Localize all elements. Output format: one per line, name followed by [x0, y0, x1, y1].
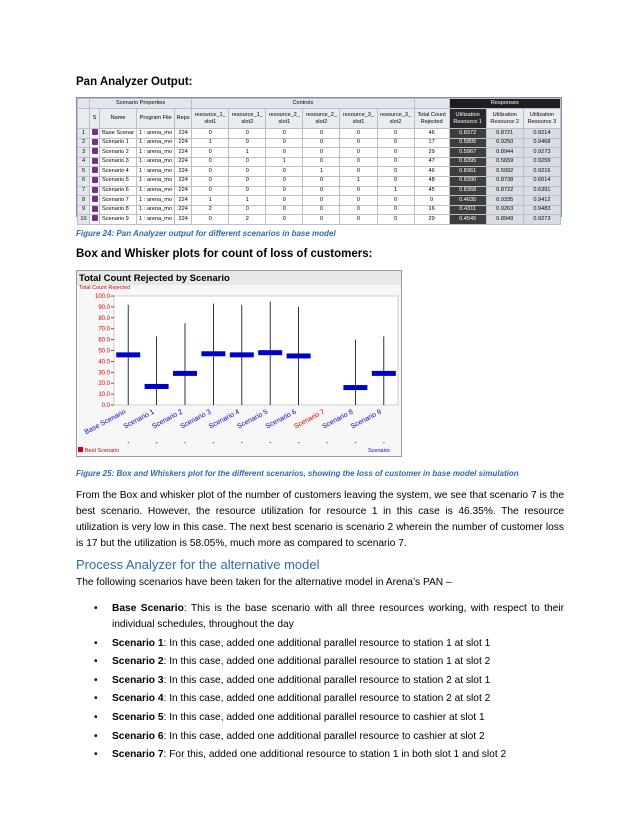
box-mark	[230, 352, 254, 357]
table-cell[interactable]: 224	[175, 205, 192, 215]
y-tick-label: 60.0	[98, 337, 110, 344]
table-cell[interactable]: 1	[229, 196, 266, 206]
x-tick-label: Scenario 1	[122, 408, 156, 431]
table-cell[interactable]: 0	[377, 215, 414, 225]
scenario-name-cell[interactable]: Scenario 2	[100, 148, 137, 158]
table-cell[interactable]: 0	[266, 138, 303, 148]
scenario-flag-icon[interactable]	[90, 176, 100, 186]
scenario-description: : This is the base scenario with all three resources working, with respect to their individual schedules, throughout the day	[112, 603, 564, 630]
table-cell[interactable]: 0	[192, 148, 229, 158]
table-cell[interactable]: 48	[414, 176, 449, 186]
table-cell[interactable]: 0	[377, 196, 414, 206]
table-cell[interactable]: 46	[414, 129, 449, 139]
scenario-name-cell[interactable]: Scenario 7	[100, 196, 137, 206]
scenario-icon	[92, 187, 98, 193]
list-item	[94, 691, 564, 707]
util-resource-cell[interactable]: 0.9335	[486, 196, 523, 206]
x-tick-label: Scenario 3	[179, 408, 213, 431]
table-cell[interactable]: 0	[192, 129, 229, 139]
scenario-icon	[92, 158, 98, 164]
table-cell[interactable]: 0	[303, 129, 340, 139]
group-header-controls[interactable]: Controls	[192, 99, 414, 109]
bullet-icon: •	[94, 637, 98, 649]
y-tick-label: 70.0	[98, 326, 110, 333]
box-mark	[287, 353, 311, 358]
list-item	[94, 636, 564, 652]
program-file-cell[interactable]: 1 : arena_mo	[137, 167, 175, 177]
column-header[interactable]: resource_2_ slot2	[303, 109, 340, 129]
scenario-icon	[92, 196, 98, 202]
table-cell[interactable]: 0	[229, 138, 266, 148]
scenario-description: : For this, added one additional resource to station 1 in both slot 1 and slot 2	[163, 749, 507, 761]
program-file-cell[interactable]: 1 : arena_mo	[137, 176, 175, 186]
y-tick-label: 80.0	[98, 315, 110, 322]
util-resource-cell[interactable]: 0.9483	[523, 205, 560, 215]
column-header[interactable]: resource_1_ slot2	[229, 109, 266, 129]
table-cell[interactable]: 1	[192, 196, 229, 206]
table-row[interactable]	[78, 167, 561, 177]
table-cell[interactable]: 2	[229, 215, 266, 225]
table-cell[interactable]: 0	[377, 148, 414, 158]
bullet-icon: •	[94, 730, 98, 742]
x-marker	[128, 442, 129, 443]
util-resource-cell[interactable]: 0.6391	[523, 186, 560, 196]
bullet-icon: •	[94, 693, 98, 705]
table-cell[interactable]: 0	[266, 196, 303, 206]
scenario-description: : In this case, added one additional parallel resource to station 2 at slot 1	[163, 674, 491, 686]
table-cell[interactable]: 224	[175, 186, 192, 196]
table-cell[interactable]: 0	[229, 186, 266, 196]
table-cell[interactable]: 2	[192, 205, 229, 215]
util-resource-cell[interactable]: 0.8738	[486, 176, 523, 186]
scenario-name-cell[interactable]: Scenario 6	[100, 186, 137, 196]
util-resource-cell[interactable]: 0.5659	[486, 157, 523, 167]
table-cell[interactable]: 224	[175, 148, 192, 158]
y-tick-label: 100.0	[94, 294, 110, 300]
column-header[interactable]: S	[90, 109, 100, 129]
util-resource-cell[interactable]: 0.9263	[486, 205, 523, 215]
bullet-icon: •	[94, 749, 98, 761]
scenario-label: Scenario 2	[112, 656, 164, 668]
column-header[interactable]: Program File	[137, 109, 175, 129]
scenario-flag-icon[interactable]	[90, 138, 100, 148]
scenario-flag-icon[interactable]	[90, 205, 100, 215]
x-tick-label: Scenario 5	[236, 408, 270, 431]
column-header[interactable]: resource_3_ slot1	[340, 109, 377, 129]
table-cell[interactable]: 224	[175, 167, 192, 177]
x-marker	[185, 442, 186, 443]
program-file-cell[interactable]: 1 : arena_mo	[137, 215, 175, 225]
chart-title: Total Count Rejected by Scenario	[79, 273, 230, 284]
util-resource-1-cell[interactable]: 0.8395	[449, 157, 486, 167]
table-cell[interactable]: 0	[229, 129, 266, 139]
table-cell[interactable]: 0	[266, 205, 303, 215]
scenario-label: Scenario 6	[112, 730, 164, 742]
table-cell[interactable]: 0	[377, 167, 414, 177]
program-file-cell[interactable]: 1 : arena_mo	[137, 129, 175, 139]
table-cell[interactable]: 0	[266, 148, 303, 158]
y-tick-label: 40.0	[98, 359, 110, 366]
pan-analyzer-table	[76, 97, 562, 222]
y-tick-label: 30.0	[98, 370, 110, 377]
column-header[interactable]: Utilization Resource 2	[486, 109, 523, 129]
column-header[interactable]	[78, 109, 90, 129]
group-header-blank	[414, 99, 449, 109]
row-number[interactable]: 2	[78, 138, 90, 148]
scenario-flag-icon[interactable]	[90, 148, 100, 158]
scenario-description: : In this case, added one additional parallel resource to cashier at slot 1	[163, 711, 485, 723]
util-resource-cell[interactable]: 0.9259	[523, 157, 560, 167]
table-cell[interactable]: 0	[340, 205, 377, 215]
list-item	[94, 729, 564, 745]
scenario-flag-icon[interactable]	[90, 215, 100, 225]
x-tick-label: Scenario 9	[349, 408, 383, 431]
corner-cell	[78, 99, 90, 109]
table-cell[interactable]: 0	[377, 176, 414, 186]
row-number[interactable]: 7	[78, 186, 90, 196]
table-cell[interactable]: 0	[377, 157, 414, 167]
x-marker	[241, 442, 242, 443]
scenario-description: : In this case, added one additional parallel resource to station 1 at slot 1	[163, 637, 491, 649]
table-cell[interactable]: 0	[192, 157, 229, 167]
table-cell[interactable]: 0	[303, 148, 340, 158]
box-mark	[343, 385, 367, 390]
section-title: Process Analyzer for the alternative model	[76, 557, 320, 572]
scenario-label: Scenario 3	[112, 674, 164, 686]
x-marker	[270, 442, 271, 443]
x-tick-label: Scenario 6	[264, 408, 298, 431]
pan-heading: Pan Analyzer Output:	[76, 76, 193, 88]
scenario-icon	[92, 215, 98, 221]
table-cell[interactable]: 0	[303, 176, 340, 186]
table-cell[interactable]: 0	[414, 196, 449, 206]
bullet-icon: •	[94, 711, 98, 723]
table-cell[interactable]: 0	[340, 138, 377, 148]
table-cell[interactable]: 45	[414, 186, 449, 196]
scenario-flag-icon[interactable]	[90, 129, 100, 139]
row-number[interactable]: 10	[78, 215, 90, 225]
legend-label: Best Scenario	[85, 448, 120, 454]
box-mark	[201, 351, 225, 356]
box-mark	[258, 350, 282, 355]
box-mark	[116, 352, 140, 357]
util-resource-cell[interactable]: 0.9273	[523, 148, 560, 158]
column-header[interactable]: resource_3_ slot2	[377, 109, 414, 129]
table-cell[interactable]: 0	[340, 129, 377, 139]
scenario-description: : In this case, added one additional parallel resource to station 1 at slot 2	[163, 656, 491, 668]
row-number[interactable]: 4	[78, 157, 90, 167]
group-header-responses[interactable]: Responses	[449, 99, 560, 109]
table-cell[interactable]: 1	[303, 167, 340, 177]
util-resource-1-cell[interactable]: 0.8368	[449, 186, 486, 196]
util-resource-cell[interactable]: 0.9250	[486, 138, 523, 148]
scenario-label: Scenario 4	[112, 693, 164, 705]
y-tick-label: 0.0	[101, 403, 110, 409]
table-cell[interactable]: 0	[266, 129, 303, 139]
table-cell[interactable]: 0	[377, 138, 414, 148]
row-number[interactable]: 5	[78, 167, 90, 177]
table-cell[interactable]: 0	[192, 167, 229, 177]
table-cell[interactable]: 0	[377, 129, 414, 139]
y-axis-label: Total Count Rejected	[79, 285, 131, 291]
list-item	[94, 710, 564, 726]
figure-24-caption: Figure 24: Pan Analyzer output for different scenarios in base model	[76, 229, 336, 238]
x-marker	[298, 442, 299, 443]
scenario-name-cell[interactable]: Scenario 1	[100, 138, 137, 148]
bullet-icon: •	[94, 674, 98, 686]
column-header[interactable]: Reps	[175, 109, 192, 129]
program-file-cell[interactable]: 1 : arena_mo	[137, 148, 175, 158]
table-cell[interactable]: 224	[175, 196, 192, 206]
table-cell[interactable]: 0	[340, 148, 377, 158]
scenario-flag-icon[interactable]	[90, 186, 100, 196]
table-cell[interactable]: 1	[229, 148, 266, 158]
table-cell[interactable]: 0	[303, 157, 340, 167]
x-tick-label: Base Scenario	[83, 408, 128, 437]
util-resource-1-cell[interactable]: 0.4545	[449, 215, 486, 225]
table-cell[interactable]: 0	[340, 157, 377, 167]
scenario-icon	[92, 167, 98, 173]
column-header[interactable]: resource_2_ slot1	[266, 109, 303, 129]
util-resource-cell[interactable]: 0.8949	[486, 215, 523, 225]
scenario-label: Scenario 7	[112, 749, 164, 761]
table-cell[interactable]: 0	[303, 215, 340, 225]
column-header[interactable]: Total Count Rejected	[414, 109, 449, 129]
util-resource-cell[interactable]: 0.9273	[523, 215, 560, 225]
util-resource-1-cell[interactable]: 0.5967	[449, 148, 486, 158]
util-resource-cell[interactable]: 0.9412	[523, 196, 560, 206]
figure-25-caption: Figure 25: Box and Whiskers plot for the different scenarios, showing the loss of customer in base model simulation	[76, 469, 519, 478]
scenario-name-cell[interactable]: Scenario 5	[100, 176, 137, 186]
column-header[interactable]: Utilization Resource 1	[449, 109, 486, 129]
table-cell[interactable]: 0	[303, 196, 340, 206]
table-row[interactable]	[78, 129, 561, 139]
chart-svg	[76, 270, 406, 458]
table-cell[interactable]: 224	[175, 129, 192, 139]
util-resource-1-cell[interactable]: 0.8390	[449, 176, 486, 186]
util-resource-1-cell[interactable]: 0.5805	[449, 138, 486, 148]
table-row[interactable]	[78, 215, 561, 225]
scenario-icon	[92, 139, 98, 145]
program-file-cell[interactable]: 1 : arena_mo	[137, 186, 175, 196]
table-cell[interactable]: 0	[266, 167, 303, 177]
y-tick-label: 10.0	[98, 392, 110, 399]
table-cell[interactable]: 0	[340, 215, 377, 225]
list-item	[94, 747, 564, 763]
table-cell[interactable]: 1	[192, 138, 229, 148]
util-resource-cell[interactable]: 0.6014	[523, 176, 560, 186]
scenario-name-cell[interactable]: Scenario 9	[100, 215, 137, 225]
box-plot-heading: Box and Whisker plots for count of loss of customers:	[76, 248, 373, 260]
list-item	[94, 654, 564, 670]
scenario-name-cell[interactable]: Scenario 3	[100, 157, 137, 167]
list-item	[94, 673, 564, 689]
table-cell[interactable]: 224	[175, 176, 192, 186]
program-file-cell[interactable]: 1 : arena_mo	[137, 205, 175, 215]
table-cell[interactable]: 0	[229, 176, 266, 186]
util-resource-cell[interactable]: 0.5992	[486, 167, 523, 177]
x-marker	[327, 442, 328, 443]
table-cell[interactable]: 0	[340, 186, 377, 196]
table-cell[interactable]: 0	[340, 196, 377, 206]
table-cell[interactable]: 47	[414, 157, 449, 167]
util-resource-1-cell[interactable]: 0.4311	[449, 205, 486, 215]
table-cell[interactable]: 17	[414, 138, 449, 148]
table-cell[interactable]: 46	[414, 167, 449, 177]
scenario-label: Scenario 5	[112, 711, 164, 723]
analysis-paragraph: From the Box and whisker plot of the number of customers leaving the system, we see that scenario 7 is the best scenario. However, the resource utilization for resource 1 in this case is 46.35%. The resource utilization is very low in this case. The next best scenario is scenario 2 wherein the number of customer loss is 17 but the utilization is 58.05%, much more as compared to scenario 7.	[76, 490, 564, 549]
scenario-flag-icon[interactable]	[90, 196, 100, 206]
util-resource-cell[interactable]: 0.8944	[486, 148, 523, 158]
table-cell[interactable]: 0	[303, 205, 340, 215]
x-marker	[383, 442, 384, 443]
scenario-name-cell[interactable]: Base Scenar	[100, 129, 137, 139]
table-cell[interactable]: 0	[192, 176, 229, 186]
table-row[interactable]	[78, 138, 561, 148]
util-resource-1-cell[interactable]: 0.4635	[449, 196, 486, 206]
table-cell[interactable]: 0	[192, 186, 229, 196]
scenario-icon	[92, 206, 98, 212]
x-tick-label: Scenario 8	[321, 408, 355, 431]
row-number[interactable]: 6	[78, 176, 90, 186]
box-mark	[145, 384, 169, 389]
util-resource-1-cell[interactable]: 0.8361	[449, 167, 486, 177]
table-row[interactable]	[78, 157, 561, 167]
table-cell[interactable]: 0	[192, 215, 229, 225]
scenario-flag-icon[interactable]	[90, 157, 100, 167]
scenario-label: Scenario 1	[112, 637, 164, 649]
table-cell[interactable]: 0	[229, 205, 266, 215]
table-cell[interactable]: 0	[340, 167, 377, 177]
table-row[interactable]	[78, 176, 561, 186]
table-cell[interactable]: 0	[377, 205, 414, 215]
table-row[interactable]	[78, 196, 561, 206]
table-cell[interactable]: 1	[266, 157, 303, 167]
util-resource-1-cell[interactable]: 0.8372	[449, 129, 486, 139]
x-tick-label: Scenario 4	[207, 408, 241, 431]
table-cell[interactable]: 0	[303, 186, 340, 196]
box-mark	[173, 371, 197, 376]
x-marker	[355, 442, 356, 443]
table-cell[interactable]: 224	[175, 215, 192, 225]
scenario-name-cell[interactable]: Scenario 8	[100, 205, 137, 215]
x-marker	[156, 442, 157, 443]
scenario-flag-icon[interactable]	[90, 167, 100, 177]
list-item	[94, 601, 564, 633]
table-cell[interactable]: 0	[266, 215, 303, 225]
util-resource-cell[interactable]: 0.8722	[486, 186, 523, 196]
scenario-icon	[92, 129, 98, 135]
row-number[interactable]: 8	[78, 196, 90, 206]
scenario-icon	[92, 177, 98, 183]
table-cell[interactable]: 0	[266, 186, 303, 196]
x-axis-label: Scenario	[368, 448, 390, 454]
table-cell[interactable]: 224	[175, 138, 192, 148]
column-header[interactable]: resource_1_ slot1	[192, 109, 229, 129]
column-header[interactable]: Utilization Resource 3	[523, 109, 560, 129]
table-cell[interactable]: 16	[414, 205, 449, 215]
row-number[interactable]: 9	[78, 205, 90, 215]
table-cell[interactable]: 0	[303, 138, 340, 148]
program-file-cell[interactable]: 1 : arena_mo	[137, 196, 175, 206]
util-resource-cell[interactable]: 0.8721	[486, 129, 523, 139]
table-cell[interactable]: 0	[229, 167, 266, 177]
bullet-icon: •	[94, 656, 98, 668]
box-whisker-chart	[76, 270, 406, 458]
row-number[interactable]: 3	[78, 148, 90, 158]
box-mark	[372, 371, 396, 376]
program-file-cell[interactable]: 1 : arena_mo	[137, 157, 175, 167]
table-row[interactable]	[78, 205, 561, 215]
table-cell[interactable]: 224	[175, 157, 192, 167]
scenario-list	[94, 601, 564, 766]
program-file-cell[interactable]: 1 : arena_mo	[137, 138, 175, 148]
table-cell[interactable]: 0	[229, 157, 266, 167]
table-cell[interactable]: 29	[414, 215, 449, 225]
table-row[interactable]	[78, 148, 561, 158]
table-cell[interactable]: 29	[414, 148, 449, 158]
y-tick-label: 90.0	[98, 304, 110, 311]
column-header[interactable]: Name	[100, 109, 137, 129]
table-cell[interactable]: 1	[377, 186, 414, 196]
row-number[interactable]: 1	[78, 129, 90, 139]
table-cell[interactable]: 0	[266, 176, 303, 186]
table-cell[interactable]: 1	[340, 176, 377, 186]
scenario-label: Base Scenario	[112, 603, 184, 614]
scenario-icon	[92, 148, 98, 154]
table-row[interactable]	[78, 186, 561, 196]
intro-text: The following scenarios have been taken for the alternative model in Arena’s PAN –	[76, 577, 452, 588]
util-resource-cell[interactable]: 0.9468	[523, 138, 560, 148]
x-tick-label: Scenario 7	[293, 408, 326, 431]
util-resource-cell[interactable]: 0.9214	[523, 129, 560, 139]
scenario-name-cell[interactable]: Scenario 4	[100, 167, 137, 177]
y-tick-label: 20.0	[98, 381, 110, 388]
bullet-icon: •	[94, 603, 98, 614]
scenario-description: : In this case, added one additional parallel resource to station 2 at slot 2	[163, 693, 491, 705]
group-header-scenario-properties[interactable]: Scenario Properties	[90, 99, 192, 109]
x-marker	[213, 442, 214, 443]
scenario-description: : In this case, added one additional parallel resource to cashier at slot 2	[163, 730, 485, 742]
y-tick-label: 50.0	[98, 348, 110, 355]
legend-swatch	[78, 447, 83, 452]
util-resource-cell[interactable]: 0.9216	[523, 167, 560, 177]
x-tick-label: Scenario 2	[151, 408, 184, 431]
